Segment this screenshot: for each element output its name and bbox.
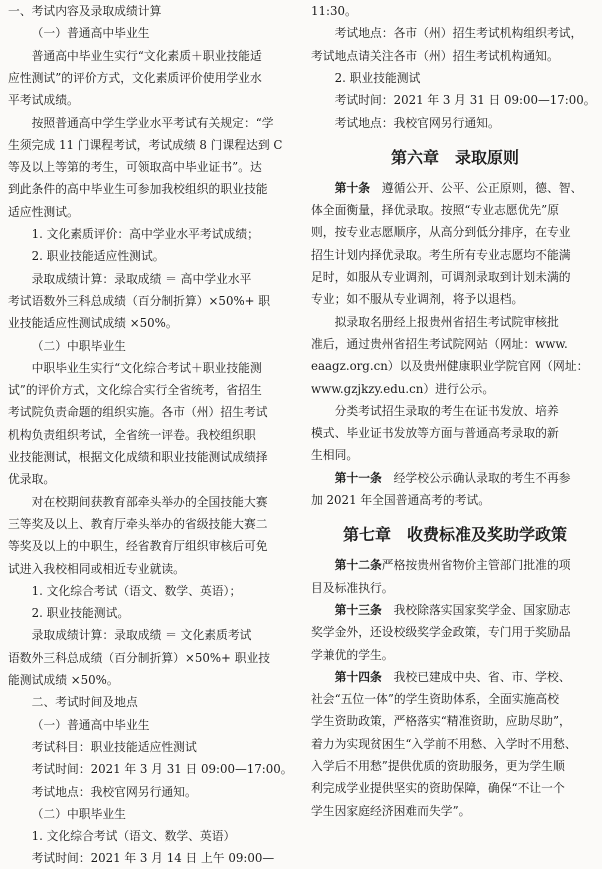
line-text: 语数外三科总成绩（百分制折算）×50%+ 职业技 (8, 650, 271, 665)
left-text-line (8, 223, 296, 245)
right-text-line (311, 67, 599, 89)
line-text: 中职毕业生实行“文化综合考试＋职业技能测 (31, 360, 262, 375)
left-text-line (8, 379, 296, 401)
left-text-line (8, 134, 296, 156)
line-text: 生须完成 11 门课程考试，考试成绩 8 门课程达到 C (8, 137, 283, 152)
left-text-line (8, 67, 296, 89)
line-text: 着力为实现贫困生“入学前不用愁、入学时不用愁、 (311, 736, 577, 751)
left-text-line (8, 89, 296, 111)
right-text-line (311, 800, 599, 822)
line-text: 加 2021 年全国普通高考的考试。 (311, 493, 491, 507)
left-text-line (8, 424, 296, 446)
line-text: 分类考试招生录取的考生在证书发放、培养 (334, 403, 559, 418)
line-text: 等奖及以上的中职生，经省教育厅组织审核后可免 (8, 539, 268, 554)
line-text: 学生资助政策，严格落实“精准资助，应助尽助”， (311, 714, 571, 729)
left-text-line (8, 112, 296, 134)
line-text: eaagz.org.cn）以及贵州健康职业学院官网（网址： (311, 359, 589, 374)
line-text: www.gzjkzy.edu.cn）进行公示。 (311, 381, 495, 396)
left-text-line (8, 468, 296, 490)
line-text: 平考试成绩。 (8, 93, 79, 108)
right-text-line (311, 644, 599, 666)
line-text: 1. 文化综合考试（语文、数学、英语）； (31, 583, 242, 598)
article-number: 第十二条 (334, 558, 382, 573)
left-text-line (8, 758, 296, 780)
right-text-line (311, 599, 599, 621)
left-text-line (8, 156, 296, 178)
line-text: 业技能适应性测试成绩 ×50%。 (8, 316, 178, 331)
line-text: 1. 文化素质评价：高中学业水平考试成绩； (31, 227, 259, 241)
left-text-line (8, 580, 296, 602)
right-text-line (311, 733, 599, 755)
left-text-line (8, 45, 296, 67)
line-text: 模式、毕业证书发放等方面与普通高考录取的新 (311, 426, 559, 441)
line-text: 严格按贵州省物价主管部门批准的项 (381, 558, 571, 573)
left-text-line (8, 513, 296, 535)
right-text-line (311, 777, 599, 799)
left-text-line (8, 624, 296, 646)
line-text: 能测试成绩 ×50%。 (8, 673, 119, 687)
left-text-line (8, 691, 296, 713)
chapter-heading: 第六章 录取原则 (390, 147, 519, 167)
left-text-line (8, 22, 296, 44)
left-text-line (8, 669, 296, 691)
right-text-line (311, 266, 599, 288)
line-text: 考试地点：我校官网另行通知。 (31, 784, 197, 799)
line-text: 按照普通高中学生学业水平考试有关规定：“学 (31, 115, 274, 130)
article-number: 第十四条 (334, 669, 382, 684)
right-text-line (311, 422, 599, 444)
line-text: 考试科目：职业技能适应性测试 (31, 739, 197, 754)
line-text: 则，按专业志愿顺序，从高分到低分排序，在专业 (311, 225, 571, 240)
right-text-line (311, 177, 599, 199)
left-text-line (8, 647, 296, 669)
line-text: 试”的评价方式，文化综合实行全省统考，省招生 (8, 383, 262, 398)
line-text: 录取成绩计算：录取成绩 ＝ 高中学业水平 (31, 271, 252, 286)
right-text-line (311, 755, 599, 777)
line-text: 11:30。 (311, 4, 357, 18)
right-text-line (311, 311, 599, 333)
left-text-line (8, 0, 296, 22)
line-text: 社会“五位一体”的学生资助体系，全面实施高校 (311, 692, 560, 707)
line-text: 学兼优的学生。 (311, 647, 394, 662)
line-text: 录取成绩计算：录取成绩 ＝ 文化素质考试 (31, 628, 252, 643)
line-text: 遵循公开、公平、公正原则，德、智、 (370, 180, 583, 195)
left-text-line (8, 803, 296, 825)
right-text-line (311, 0, 599, 22)
left-text-line (8, 178, 296, 200)
left-text-line (8, 535, 296, 557)
right-column (311, 0, 599, 844)
line-text: （二）中职毕业生 (31, 338, 126, 353)
right-text-line (311, 244, 599, 266)
right-text-line (311, 22, 599, 44)
line-text: 普通高中毕业生实行“文化素质＋职业技能适 (31, 48, 262, 63)
line-text: 奖学金外，还设校级奖学金政策，专门用于奖励品 (311, 625, 571, 640)
right-text-line (311, 621, 599, 643)
right-text-line (311, 89, 599, 111)
line-text: 目及标准执行。 (311, 580, 394, 595)
left-text-line (8, 714, 296, 736)
left-text-line (8, 335, 296, 357)
left-text-line (8, 401, 296, 423)
line-text: 考试时间：2021 年 3 月 31 日 09:00—17:00。 (334, 93, 596, 108)
line-text: 考试院负责命题的组织实施。各市（州）招生考试 (8, 405, 268, 420)
right-text-line (311, 400, 599, 422)
line-text: 考试时间：2021 年 3 月 31 日 09:00—17:00。 (31, 762, 293, 777)
line-text: 机构负责组织考试，全省统一评卷。我校组织职 (8, 427, 256, 442)
line-text: （一）普通高中毕业生 (31, 26, 150, 41)
left-text-line (8, 491, 296, 513)
right-text-line (311, 333, 599, 355)
line-text: 考试语数外三科总成绩（百分制折算）×50%+ 职 (8, 293, 271, 308)
right-text-line (311, 45, 599, 67)
right-text-line (311, 666, 599, 688)
left-text-line (8, 558, 296, 580)
line-text: 我校除落实国家奖学金、国家励志 (381, 602, 571, 617)
line-text: 应性测试”的评价方式，文化素质评价使用学业水 (8, 70, 262, 85)
right-text-line (311, 688, 599, 710)
line-text: 体全面衡量，择优录取。按照“专业志愿优先”原 (311, 203, 560, 218)
right-text-line (311, 355, 599, 377)
line-text: 1. 文化综合考试（语文、数学、英语） (31, 829, 236, 844)
line-text: 二、考试时间及地点 (31, 695, 138, 710)
line-text: 试进入我校相同或相近专业就读。 (8, 561, 185, 576)
right-text-line (311, 554, 599, 576)
line-text: 拟录取名册经上报贵州省招生考试院审核批 (334, 314, 559, 329)
article-number: 第十三条 (334, 602, 382, 617)
line-text: （一）普通高中毕业生 (31, 717, 150, 732)
line-text: 一、考试内容及录取成绩计算 (8, 4, 162, 18)
left-text-line (8, 736, 296, 758)
right-text-line (311, 444, 599, 466)
left-text-line (8, 781, 296, 803)
line-text: 适应性测试。 (8, 204, 79, 219)
left-column (8, 0, 296, 866)
line-text: 经学校公示确认录取的考生不再参 (381, 470, 571, 485)
left-text-line (8, 201, 296, 223)
left-text-line (8, 312, 296, 334)
line-text: 等及以上等第的考生，可领取高中毕业证书”。达 (8, 160, 262, 175)
line-text: （二）中职毕业生 (31, 806, 126, 821)
line-text: 考试地点：各市（州）招生考试机构组织考试， (334, 26, 583, 41)
line-text: 考试时间：2021 年 3 月 14 日 上午 09:00— (31, 851, 275, 866)
left-text-line (8, 847, 296, 869)
line-text: 专业；如不服从专业调剂，将予以退档。 (311, 292, 524, 307)
line-text: 入学后不用愁”提供优质的资助服务，更为学生顺 (311, 759, 565, 773)
right-text-line (311, 489, 599, 511)
line-text: 利完成学业提供坚实的资助保障，确保“不让一个 (311, 781, 565, 796)
right-text-line (311, 710, 599, 732)
line-text: 我校已建成中央、省、市、学校、 (381, 669, 571, 684)
line-text: 三等奖及以上、教育厅牵头举办的省级技能大赛二 (8, 516, 268, 531)
line-text: 考试地点请关注各市（州）招生考试机构通知。 (311, 48, 559, 63)
line-text: 优录取。 (8, 472, 56, 487)
line-text: 到此条件的高中毕业生可参加我校组织的职业技能 (8, 182, 268, 197)
line-text: 准后，通过贵州省招生考试院网站（网址：www. (311, 336, 568, 351)
left-text-line (8, 446, 296, 468)
line-text: 学生因家庭经济困难而失学”。 (311, 803, 471, 818)
article-number: 第十条 (334, 180, 370, 195)
line-text: 足时，如服从专业调剂，可调剂录取到计划未满的 (311, 270, 571, 284)
right-text-line (311, 467, 599, 489)
line-text: 2. 职业技能测试。 (31, 606, 130, 621)
left-text-line (8, 357, 296, 379)
right-text-line (311, 112, 599, 134)
right-text-line (311, 577, 599, 599)
right-text-line (311, 378, 599, 400)
line-text: 2. 职业技能适应性测试。 (31, 249, 165, 264)
line-text: 招生计划内择优录取。考生所有专业志愿均不能满 (311, 247, 571, 262)
article-number: 第十一条 (334, 470, 382, 485)
right-text-line (311, 221, 599, 243)
right-text-line (311, 199, 599, 221)
chapter-heading: 第七章 收费标准及奖助学政策 (342, 525, 567, 545)
line-text: 2. 职业技能测试 (334, 70, 421, 85)
left-text-line (8, 602, 296, 624)
left-text-line (8, 268, 296, 290)
left-text-line (8, 290, 296, 312)
line-text: 生相同。 (311, 448, 359, 463)
left-text-line (8, 245, 296, 267)
line-text: 考试地点：我校官网另行通知。 (334, 115, 500, 130)
right-text-line (311, 288, 599, 310)
line-text: 业技能测试，根据文化成绩和职业技能测试成绩择 (8, 450, 268, 464)
line-text: 对在校期间获教育部牵头举办的全国技能大赛 (31, 494, 268, 509)
